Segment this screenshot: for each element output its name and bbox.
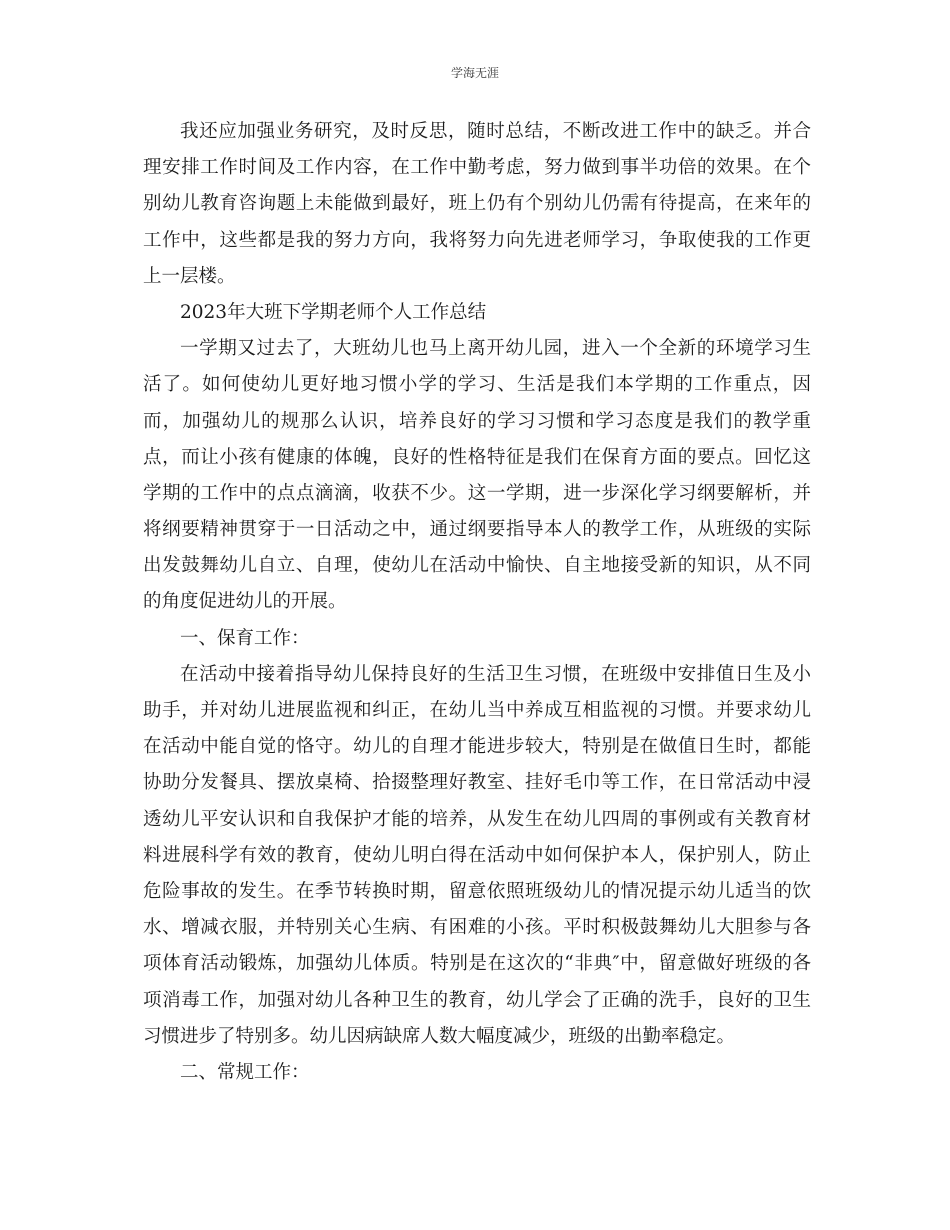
text-line: 协助分发餐具、摆放桌椅、拾掇整理好教室、挂好毛巾等工作，在日常活动中浸 bbox=[143, 772, 811, 794]
text-line: 活了。如何使幼儿更好地习惯小学的学习、生活是我们本学期的工作重点，因 bbox=[143, 374, 811, 396]
text-line: 项消毒工作，加强对幼儿各种卫生的教育，幼儿学会了正确的洗手，良好的卫生 bbox=[143, 989, 811, 1011]
text-line: 水、增减衣服，并特别关心生病、有困难的小孩。平时积极鼓舞幼儿大胆参与各 bbox=[143, 917, 811, 939]
document-body bbox=[143, 114, 811, 1091]
text-line: 学期的工作中的点点滴滴，收获不少。这一学期，进一步深化学习纲要解析，并 bbox=[143, 482, 811, 504]
text-line: 理安排工作时间及工作内容，在工作中勤考虑，努力做到事半功倍的效果。在个 bbox=[143, 157, 811, 179]
paragraph bbox=[143, 331, 811, 621]
text-line: 上一层楼。 bbox=[143, 265, 236, 287]
text-line: 将纲要精神贯穿于一日活动之中，通过纲要指导本人的教学工作，从班级的实际 bbox=[143, 519, 811, 541]
text-line: 在活动中能自觉的恪守。幼儿的自理才能进步较大，特别是在做值日生时，都能 bbox=[143, 736, 811, 758]
text-line: 助手，并对幼儿进展监视和纠正，在幼儿当中养成互相监视的习惯。并要求幼儿 bbox=[143, 700, 811, 721]
text-line: 一、保育工作： bbox=[180, 627, 310, 649]
text-line: 2023年大班下学期老师个人工作总结 bbox=[180, 301, 487, 323]
text-line: 危险事故的发生。在季节转换时期，留意依照班级幼儿的情况提示幼儿适当的饮 bbox=[143, 880, 811, 902]
text-line: 别幼儿教育咨询题上未能做到最好，班上仍有个别幼儿仍需有待提高，在来年的 bbox=[143, 193, 811, 215]
text-line: 在活动中接着指导幼儿保持良好的生活卫生习惯，在班级中安排值日生及小 bbox=[180, 663, 811, 685]
paragraph bbox=[143, 657, 811, 1055]
text-line: 出发鼓舞幼儿自立、自理，使幼儿在活动中愉快、自主地接受新的知识，从不同 bbox=[143, 555, 811, 577]
text-line: 的角度促进幼儿的开展。 bbox=[143, 591, 347, 613]
text-line: 二、常规工作： bbox=[180, 1061, 310, 1083]
paragraph bbox=[143, 114, 811, 295]
text-line: 点，而让小孩有健康的体魄，良好的性格特征是我们在保育方面的要点。回忆这 bbox=[143, 446, 811, 468]
text-line: 工作中，这些都是我的努力方向，我将努力向先进老师学习，争取使我的工作更 bbox=[143, 229, 811, 251]
section-heading bbox=[143, 1055, 811, 1091]
text-line: 而，加强幼儿的规那么认识，培养良好的学习习惯和学习态度是我们的教学重 bbox=[143, 410, 811, 432]
text-line: 透幼儿平安认识和自我保护才能的培养，从发生在幼儿四周的事例或有关教育材 bbox=[143, 808, 811, 830]
text-line: 习惯进步了特别多。幼儿因病缺席人数大幅度减少，班级的出勤率稳定。 bbox=[143, 1025, 736, 1047]
text-line: 我还应加强业务研究，及时反思，随时总结，不断改进工作中的缺乏。并合 bbox=[180, 121, 811, 142]
text-line: 项体育活动锻炼，加强幼儿体质。特别是在这次的“非典″中，留意做好班级的各 bbox=[143, 953, 811, 975]
text-line: 一学期又过去了，大班幼儿也马上离开幼儿园，进入一个全新的环境学习生 bbox=[180, 338, 811, 360]
section-heading bbox=[143, 621, 811, 657]
page-header: 学海无涯 bbox=[450, 66, 499, 80]
text-line: 料进展科学有效的教育，使幼儿明白得在活动中如何保护本人，保护别人，防止 bbox=[143, 844, 811, 866]
section-title bbox=[143, 295, 811, 331]
